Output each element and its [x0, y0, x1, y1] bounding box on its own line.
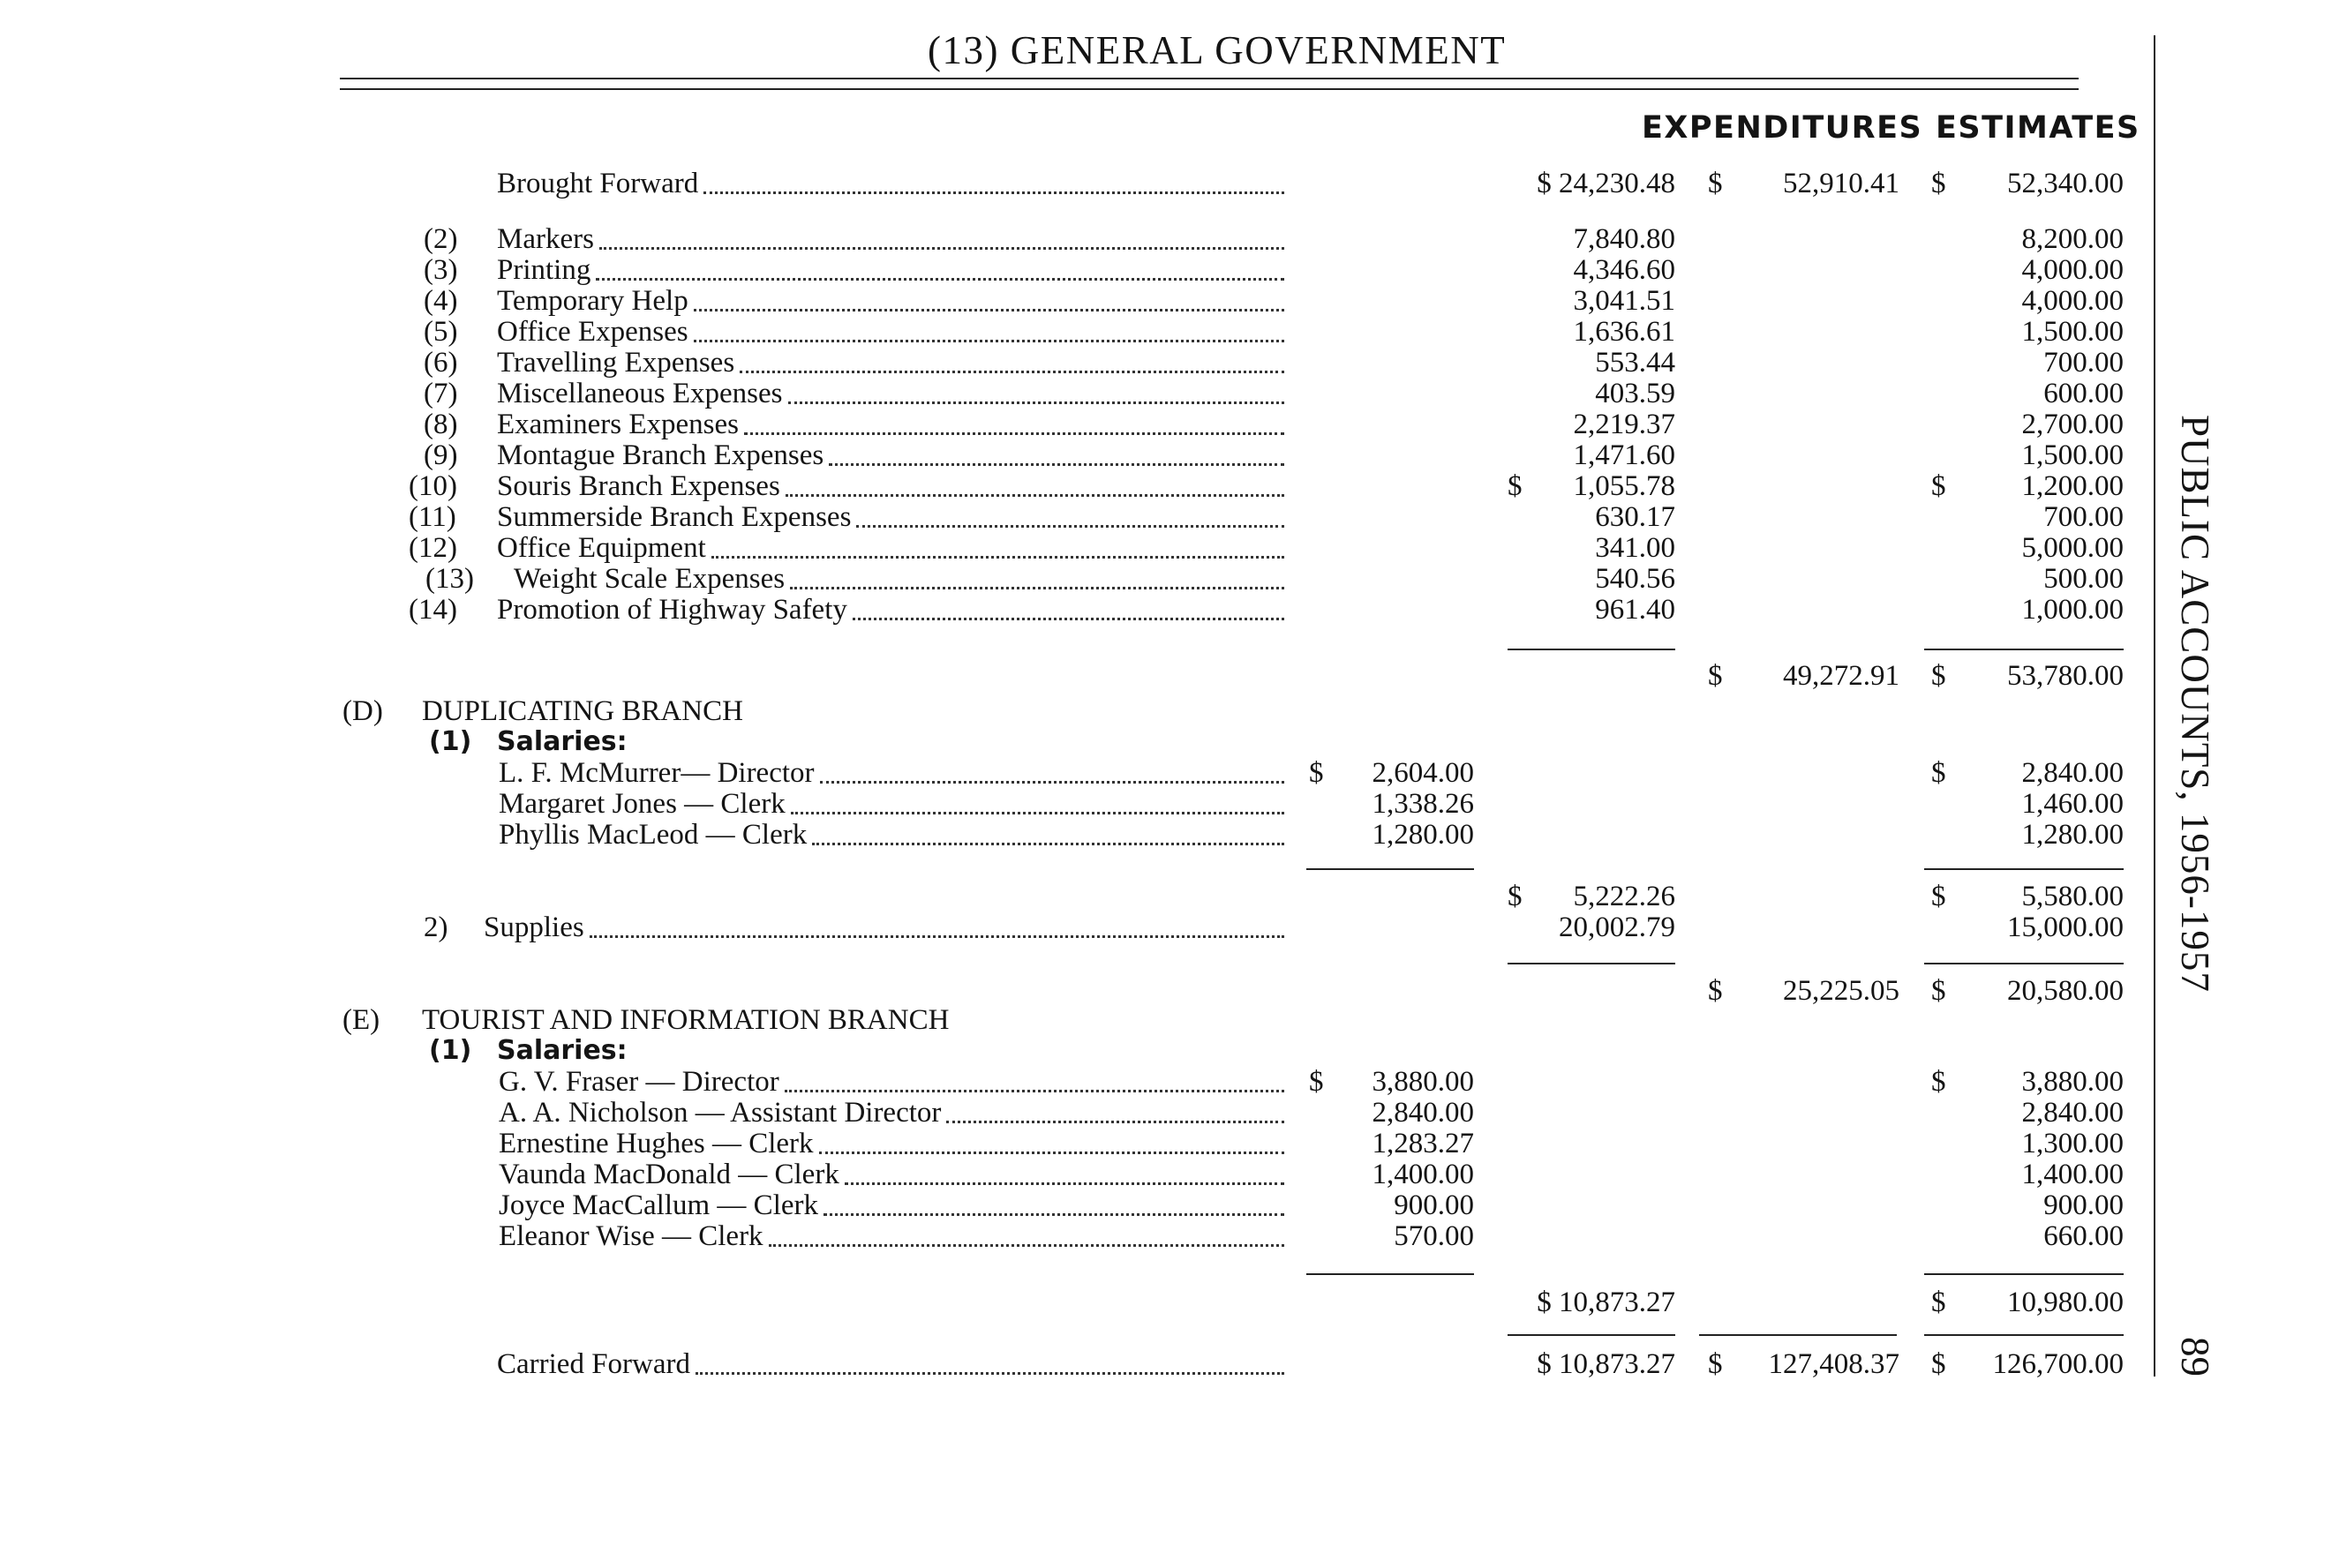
list-item [0, 254, 2136, 286]
dot-leader [853, 618, 1284, 620]
page-number: 89 [2173, 1337, 2217, 1377]
item-number: 2) [424, 912, 448, 943]
expenditure-total: 127,408.37 [1768, 1348, 1899, 1380]
dot-leader [703, 191, 1284, 194]
list-item [0, 285, 2136, 317]
item-number: (1) [429, 726, 472, 757]
expenditure-value: 961.40 [1595, 594, 1675, 626]
dot-leader [694, 340, 1284, 342]
item-number: (9) [424, 439, 458, 471]
salary-value: 2,840.00 [1372, 1097, 1474, 1129]
dot-leader [740, 371, 1284, 373]
item-number: (14) [409, 594, 457, 626]
salary-value: 1,400.00 [1372, 1159, 1474, 1190]
estimate-total: 53,780.00 [2007, 660, 2124, 692]
list-item [0, 532, 2136, 564]
list-item [0, 501, 2136, 533]
dot-leader [824, 1213, 1284, 1216]
dot-leader [820, 781, 1284, 784]
estimate-value: 1,280.00 [2021, 819, 2124, 851]
dollar-sign: $ [1708, 660, 1723, 692]
expenditure-value: 1,636.61 [1573, 316, 1675, 348]
dollar-sign: $ [1931, 168, 1946, 199]
expenditure-value: 1,055.78 [1573, 470, 1675, 502]
item-number: (6) [424, 347, 458, 379]
brought-forward-row [0, 168, 2136, 199]
expenditure-total: 52,910.41 [1783, 168, 1899, 199]
staff-label: Vaunda MacDonald — Clerk [499, 1159, 839, 1190]
list-item [0, 347, 2136, 379]
list-item [0, 1097, 2136, 1129]
subtotal-underline [1924, 1273, 2124, 1275]
item-number: (11) [409, 501, 456, 533]
item-number: (1) [429, 1035, 472, 1066]
item-label: Supplies [484, 912, 584, 943]
expenditure-value: $ 24,230.48 [1537, 168, 1675, 199]
dollar-sign: $ [1931, 660, 1946, 692]
dollar-sign: $ [1931, 881, 1946, 912]
salaries-total-row [0, 1287, 2136, 1318]
dollar-sign: $ [1931, 975, 1946, 1007]
list-item [0, 223, 2136, 255]
list-item [0, 1159, 2136, 1190]
expenditure-value: 7,840.80 [1573, 223, 1675, 255]
title-rule-bottom [340, 88, 2079, 90]
estimate-value: 2,700.00 [2021, 409, 2124, 440]
estimate-value: 1,500.00 [2021, 316, 2124, 348]
salaries-label: Salaries: [497, 726, 628, 757]
estimate-value: 10,980.00 [2007, 1287, 2124, 1318]
dot-leader [596, 278, 1284, 281]
item-label: Printing [497, 254, 591, 286]
staff-label: Eleanor Wise — Clerk [499, 1220, 763, 1252]
subtotal-underline [1306, 868, 1474, 870]
staff-label: Ernestine Hughes — Clerk [499, 1128, 814, 1159]
item-number: (13) [425, 563, 474, 595]
salaries-heading [0, 726, 2136, 758]
section-letter: (E) [342, 1004, 380, 1036]
dot-leader [819, 1152, 1284, 1154]
estimate-total: 126,700.00 [1992, 1348, 2124, 1380]
salary-value: 2,604.00 [1372, 757, 1474, 789]
section-heading [0, 1004, 2136, 1036]
list-item [0, 1066, 2136, 1098]
expenditure-total: 49,272.91 [1783, 660, 1899, 692]
row-label: Carried Forward [497, 1348, 691, 1380]
list-item [0, 1128, 2136, 1159]
estimate-value: 1,200.00 [2021, 470, 2124, 502]
list-item [0, 788, 2136, 820]
list-item [0, 1220, 2136, 1252]
salaries-label: Salaries: [497, 1035, 628, 1066]
staff-label: Joyce MacCallum — Clerk [499, 1189, 819, 1221]
dollar-sign: $ [1708, 975, 1723, 1007]
list-item [0, 819, 2136, 851]
dollar-sign: $ [1708, 1348, 1723, 1380]
expenditure-value: 5,222.26 [1573, 881, 1675, 912]
subtotal-underline [1924, 963, 2124, 964]
item-number: (5) [424, 316, 458, 348]
item-label: Miscellaneous Expenses [497, 378, 783, 409]
list-item [0, 470, 2136, 502]
staff-label: A. A. Nicholson — Assistant Director [499, 1097, 942, 1129]
expenditure-value: $ 10,873.27 [1537, 1348, 1675, 1380]
dollar-sign: $ [1708, 168, 1723, 199]
total-underline [1508, 1334, 1675, 1336]
staff-label: Margaret Jones — Clerk [499, 788, 786, 820]
estimate-value: 600.00 [2043, 378, 2124, 409]
list-item [0, 378, 2136, 409]
dollar-sign: $ [1309, 757, 1324, 789]
expenditure-value: 1,471.60 [1573, 439, 1675, 471]
salary-value: 1,338.26 [1372, 788, 1474, 820]
dot-leader [711, 556, 1284, 559]
estimate-value: 2,840.00 [2021, 757, 2124, 789]
estimate-value: 15,000.00 [2007, 912, 2124, 943]
expenditure-value: $ 10,873.27 [1537, 1287, 1675, 1318]
item-label: Office Expenses [497, 316, 688, 348]
staff-label: Phyllis MacLeod — Clerk [499, 819, 808, 851]
salaries-heading [0, 1035, 2136, 1067]
expenditure-value: 630.17 [1595, 501, 1675, 533]
row-label: Brought Forward [497, 168, 699, 199]
estimate-value: 900.00 [2043, 1189, 2124, 1221]
staff-label: L. F. McMurrer— Director [499, 757, 815, 789]
dot-leader [790, 587, 1284, 589]
subtotal-underline [1924, 868, 2124, 870]
dot-leader [694, 309, 1284, 311]
estimate-value: 5,580.00 [2021, 881, 2124, 912]
dot-leader [788, 401, 1284, 404]
branch-total-row [0, 975, 2136, 1007]
dot-leader [845, 1182, 1284, 1185]
list-item [0, 563, 2136, 595]
subtotal-row [0, 660, 2136, 692]
subtotal-underline [1924, 649, 2124, 650]
estimate-value: 700.00 [2043, 347, 2124, 379]
dot-leader [769, 1244, 1284, 1247]
estimate-value: 52,340.00 [2007, 168, 2124, 199]
dot-leader [829, 463, 1284, 466]
item-label: Weight Scale Expenses [514, 563, 786, 595]
total-underline [1699, 1334, 1897, 1336]
subtotal-underline [1306, 1273, 1474, 1275]
salaries-total-row [0, 881, 2136, 912]
estimate-value: 1,300.00 [2021, 1128, 2124, 1159]
estimate-value: 1,400.00 [2021, 1159, 2124, 1190]
estimate-value: 3,880.00 [2021, 1066, 2124, 1098]
salary-value: 900.00 [1394, 1189, 1474, 1221]
list-item [0, 1189, 2136, 1221]
subtotal-underline [1508, 649, 1675, 650]
total-underline [1924, 1334, 2124, 1336]
item-label: Souris Branch Expenses [497, 470, 780, 502]
section-letter: (D) [342, 695, 383, 727]
dot-leader [946, 1121, 1284, 1123]
salary-value: 3,880.00 [1372, 1066, 1474, 1098]
dot-leader [590, 935, 1284, 938]
dot-leader [856, 525, 1284, 528]
expenditure-value: 20,002.79 [1559, 912, 1675, 943]
salary-value: 1,283.27 [1372, 1128, 1474, 1159]
item-number: (4) [424, 285, 458, 317]
estimate-value: 500.00 [2043, 563, 2124, 595]
title-rule-top [340, 78, 2079, 79]
section-title: DUPLICATING BRANCH [422, 695, 743, 727]
expenditure-value: 403.59 [1595, 378, 1675, 409]
expenditure-value: 341.00 [1595, 532, 1675, 564]
list-item [0, 316, 2136, 348]
expenditure-value: 540.56 [1595, 563, 1675, 595]
estimate-value: 660.00 [2043, 1220, 2124, 1252]
estimate-total: 20,580.00 [2007, 975, 2124, 1007]
item-number: (10) [409, 470, 457, 502]
section-title: TOURIST AND INFORMATION BRANCH [422, 1004, 950, 1036]
estimate-value: 1,500.00 [2021, 439, 2124, 471]
list-item [0, 757, 2136, 789]
supplies-row [0, 912, 2136, 943]
item-label: Promotion of Highway Safety [497, 594, 847, 626]
list-item [0, 594, 2136, 626]
item-label: Markers [497, 223, 594, 255]
item-label: Temporary Help [497, 285, 688, 317]
estimate-value: 1,000.00 [2021, 594, 2124, 626]
dollar-sign: $ [1508, 470, 1523, 502]
expenditures-header: EXPENDITURES [1642, 110, 1923, 146]
dollar-sign: $ [1931, 1348, 1946, 1380]
estimate-value: 5,000.00 [2021, 532, 2124, 564]
expenditure-value: 553.44 [1595, 347, 1675, 379]
dot-leader [696, 1372, 1284, 1375]
page-title: (13) GENERAL GOVERNMENT [928, 28, 1507, 72]
expenditure-value: 4,346.60 [1573, 254, 1675, 286]
running-head: PUBLIC ACCOUNTS, 1956-1957 [2173, 415, 2217, 993]
dollar-sign: $ [1508, 881, 1523, 912]
estimate-value: 4,000.00 [2021, 285, 2124, 317]
dot-leader [786, 494, 1284, 497]
estimate-value: 8,200.00 [2021, 223, 2124, 255]
dot-leader [599, 247, 1284, 250]
estimate-value: 2,840.00 [2021, 1097, 2124, 1129]
estimate-value: 700.00 [2043, 501, 2124, 533]
dollar-sign: $ [1931, 1066, 1946, 1098]
dollar-sign: $ [1931, 757, 1946, 789]
dollar-sign: $ [1309, 1066, 1324, 1098]
subtotal-underline [1508, 963, 1675, 964]
item-label: Montague Branch Expenses [497, 439, 824, 471]
salary-value: 570.00 [1394, 1220, 1474, 1252]
list-item [0, 439, 2136, 471]
section-heading [0, 695, 2136, 727]
estimate-value: 1,460.00 [2021, 788, 2124, 820]
salary-value: 1,280.00 [1372, 819, 1474, 851]
item-number: (8) [424, 409, 458, 440]
list-item [0, 409, 2136, 440]
expenditure-value: 3,041.51 [1573, 285, 1675, 317]
dot-leader [812, 843, 1284, 845]
item-number: (7) [424, 378, 458, 409]
dot-leader [785, 1090, 1284, 1092]
carried-forward-row [0, 1348, 2136, 1380]
item-number: (2) [424, 223, 458, 255]
estimate-value: 4,000.00 [2021, 254, 2124, 286]
item-label: Office Equipment [497, 532, 706, 564]
dot-leader [791, 812, 1284, 814]
item-label: Summerside Branch Expenses [497, 501, 852, 533]
dollar-sign: $ [1931, 470, 1946, 502]
item-number: (3) [424, 254, 458, 286]
dollar-sign: $ [1931, 1287, 1946, 1318]
staff-label: G. V. Fraser — Director [499, 1066, 779, 1098]
item-label: Travelling Expenses [497, 347, 735, 379]
expenditure-total: 25,225.05 [1783, 975, 1899, 1007]
dot-leader [744, 432, 1284, 435]
expenditure-value: 2,219.37 [1573, 409, 1675, 440]
item-number: (12) [409, 532, 457, 564]
margin-rule [2154, 35, 2155, 1377]
estimates-header: ESTIMATES [1936, 110, 2140, 146]
item-label: Examiners Expenses [497, 409, 740, 440]
